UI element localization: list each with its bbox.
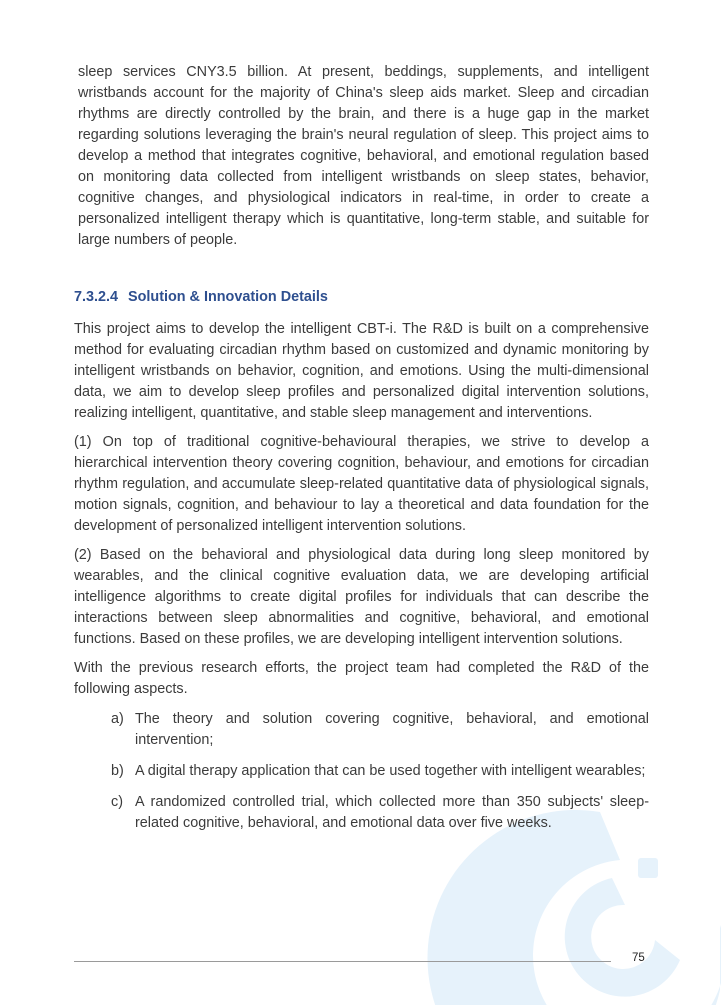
body-paragraph: (2) Based on the behavioral and physiological data during long sleep monitored by wearables, and the clinical cognitive evaluation data, we are developing artificial intelligence algorithms to create digital profiles for individuals that can describe the interactions between sleep abnormalities and cognitive, behavioral, and emotional functions. Based on these profiles, we are developing intelligent intervention solutions. bbox=[74, 547, 649, 647]
body-paragraph: (1) On top of traditional cognitive-behavioural therapies, we strive to develop a hierarchical intervention theory covering cognition, behaviour, and emotions for circadian rhythm regulation, and accumulate sleep-related quantitative data of physiological signals, motion signals, cognition, and behaviour to lay a theoretical and data foundation for the development of personalized intelligent intervention solutions. bbox=[74, 434, 649, 534]
list-item-text: A randomized controlled trial, which collected more than 350 subjects' sleep-related cognitive, behavioral, and emotional data over five weeks. bbox=[135, 794, 649, 831]
list-item bbox=[111, 709, 649, 751]
list-marker: a) bbox=[111, 711, 124, 727]
list-item bbox=[111, 792, 649, 834]
list-marker: c) bbox=[111, 794, 123, 810]
page-content bbox=[74, 62, 649, 834]
section-heading bbox=[74, 287, 649, 307]
footer-divider bbox=[74, 961, 611, 962]
body-paragraph: This project aims to develop the intelligent CBT-i. The R&D is built on a comprehensive method for evaluating circadian rhythm based on customized and dynamic monitoring by intelligent wristbands on behavior, cognition, and emotions. Using the multi-dimensional data, we aim to develop sleep profiles and personalized digital intervention solutions, realizing intelligent, quantitative, and stable sleep management and interventions. bbox=[74, 321, 649, 421]
intro-paragraph: sleep services CNY3.5 billion. At present, beddings, supplements, and intelligent wristbands account for the majority of China's sleep aids market. Sleep and circadian rhythms are directly controlled by the brain, and there is a huge gap in the market regarding solutions leveraging the brain's neural regulation of sleep. This project aims to develop a method that integrates cognitive, behavioral, and emotional regulation based on monitoring data collected from intelligent wristbands on sleep states, behavior, cognitive changes, and physiological indicators in real-time, in order to create a personalized intelligent therapy which is quantitative, long-term stable, and suitable for large numbers of people. bbox=[78, 64, 649, 248]
list-item bbox=[111, 761, 649, 782]
section-title: Solution & Innovation Details bbox=[128, 289, 328, 305]
page-number: 75 bbox=[632, 952, 645, 964]
list-item-text: The theory and solution covering cognitive, behavioral, and emotional intervention; bbox=[135, 711, 649, 748]
section-number: 7.3.2.4 bbox=[74, 289, 119, 305]
list-item-text: A digital therapy application that can be used together with intelligent wearables; bbox=[135, 763, 646, 779]
body-paragraph: With the previous research efforts, the project team had completed the R&D of the following aspects. bbox=[74, 660, 649, 697]
list-marker: b) bbox=[111, 763, 124, 779]
aspect-list bbox=[74, 709, 649, 834]
